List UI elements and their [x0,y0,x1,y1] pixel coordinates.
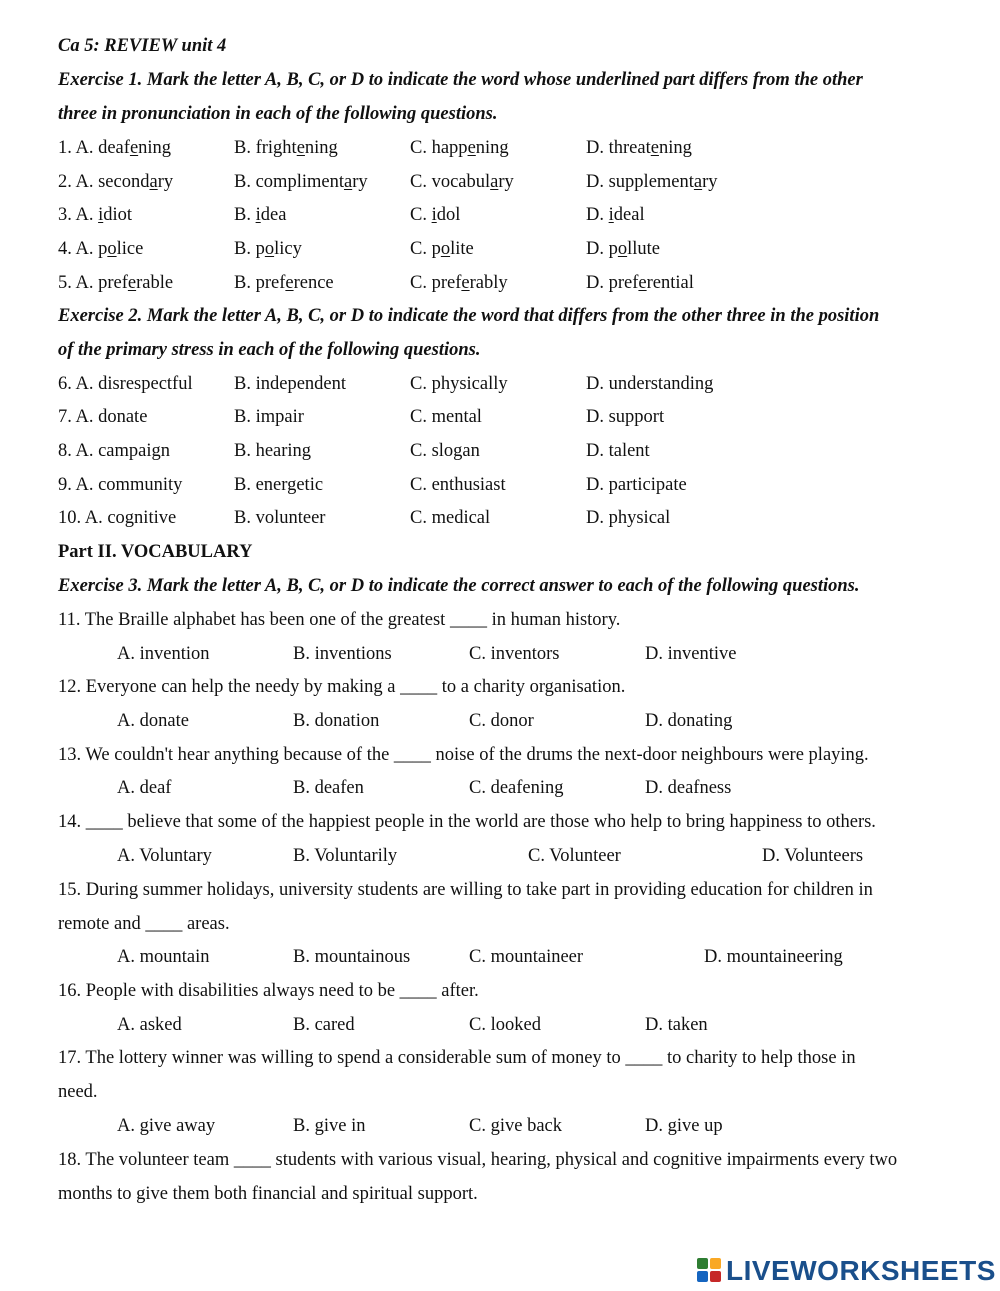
question-11-option-d[interactable]: D. inventive [645,644,737,664]
underlined-letter: o [440,239,451,259]
question-13-option-a[interactable]: A. deaf [117,778,172,798]
underlined-letter: a [693,172,703,192]
question-10-option-b[interactable]: B. volunteer [234,508,326,528]
question-3-option-b[interactable]: B. idea [234,205,287,225]
part-2-heading: Part II. VOCABULARY [58,542,253,562]
question-16-stem: 16. People with disabilities always need to be ____ after. [58,981,479,1001]
question-14-option-c[interactable]: C. Volunteer [528,846,621,866]
question-17-stem-line-1: 17. The lottery winner was willing to spend a considerable sum of money to ____ to charity to help those in [58,1048,856,1068]
underlined-letter: o [617,239,628,259]
question-1-option-a[interactable]: 1. A. deafening [58,138,172,158]
question-6-option-a[interactable]: 6. A. disrespectful [58,374,193,394]
question-15-option-d[interactable]: D. mountaineering [704,947,843,967]
question-13-option-b[interactable]: B. deafen [293,778,364,798]
underlined-letter: i [255,205,261,225]
question-10-option-d[interactable]: D. physical [586,508,671,528]
question-14-option-d[interactable]: D. Volunteers [762,846,864,866]
question-9-option-d[interactable]: D. participate [586,475,687,495]
question-9-option-a[interactable]: 9. A. community [58,475,183,495]
question-13-option-c[interactable]: C. deafening [469,778,564,798]
question-16-option-c[interactable]: C. looked [469,1015,541,1035]
liveworksheets-logo-icon [697,1258,723,1284]
question-7-option-c[interactable]: C. mental [410,407,482,427]
exercise-1-instruction-line-2: three in pronunciation in each of the following questions. [58,104,498,124]
question-12-option-c[interactable]: C. donor [469,711,534,731]
underlined-letter: e [285,273,294,293]
question-5-option-c[interactable]: C. preferably [410,273,508,293]
liveworksheets-logo-text: LIVEWORKSHEETS [726,1255,996,1286]
question-15-stem-line-2: remote and ____ areas. [58,914,230,934]
question-8-option-d[interactable]: D. talent [586,441,650,461]
question-14-stem: 14. ____ believe that some of the happiest people in the world are those who help to bring happiness to others. [58,812,876,832]
question-2-option-a[interactable]: 2. A. secondary [58,172,174,192]
underlined-letter: i [431,205,437,225]
question-9-option-b[interactable]: B. energetic [234,475,324,495]
underlined-letter: e [129,138,139,158]
question-6-option-b[interactable]: B. independent [234,374,347,394]
question-16-option-a[interactable]: A. asked [117,1015,182,1035]
question-1-option-d[interactable]: D. threatening [586,138,692,158]
exercise-3-instruction: Exercise 3. Mark the letter A, B, C, or D to indicate the correct answer to each of the following questions. [58,576,860,596]
question-3-option-c[interactable]: C. idol [410,205,461,225]
underlined-letter: i [608,205,614,225]
question-10-option-a[interactable]: 10. A. cognitive [58,508,177,528]
underlined-letter: e [467,138,476,158]
question-8-option-a[interactable]: 8. A. campaign [58,441,171,461]
question-4-option-d[interactable]: D. pollute [586,239,661,259]
underlined-letter: a [149,172,158,192]
question-12-option-d[interactable]: D. donating [645,711,733,731]
question-6-option-d[interactable]: D. understanding [586,374,714,394]
question-2-option-c[interactable]: C. vocabulary [410,172,514,192]
question-10-option-c[interactable]: C. medical [410,508,491,528]
question-11-option-c[interactable]: C. inventors [469,644,560,664]
underlined-letter: i [98,205,104,225]
question-11-option-a[interactable]: A. invention [117,644,210,664]
question-7-option-d[interactable]: D. support [586,407,665,427]
exercise-1-instruction-line-1: Exercise 1. Mark the letter A, B, C, or D to indicate the word whose underlined part differs from the other [58,70,863,90]
underlined-letter: e [638,273,647,293]
question-8-option-c[interactable]: C. slogan [410,441,480,461]
question-3-option-d[interactable]: D. ideal [586,205,645,225]
question-16-option-b[interactable]: B. cared [293,1015,355,1035]
question-1-option-c[interactable]: C. happening [410,138,509,158]
question-3-option-a[interactable]: 3. A. idiot [58,205,133,225]
underlined-letter: o [264,239,275,259]
exercise-2-instruction-line-1: Exercise 2. Mark the letter A, B, C, or D to indicate the word that differs from the other three in the position [58,306,880,326]
question-5-option-d[interactable]: D. preferential [586,273,694,293]
underlined-letter: o [107,239,117,259]
question-15-option-b[interactable]: B. mountainous [293,947,411,967]
question-11-option-b[interactable]: B. inventions [293,644,392,664]
question-17-stem-line-2: need. [58,1082,98,1102]
question-14-option-a[interactable]: A. Voluntary [117,846,212,866]
question-13-option-d[interactable]: D. deafness [645,778,732,798]
question-1-option-b[interactable]: B. frightening [234,138,338,158]
question-18-stem-line-1: 18. The volunteer team ____ students with various visual, hearing, physical and cognitive impairments every two [58,1150,898,1170]
question-8-option-b[interactable]: B. hearing [234,441,312,461]
question-13-stem: 13. We couldn't hear anything because of the ____ noise of the drums the next-door neighbours were playing. [58,745,869,765]
underlined-letter: a [343,172,353,192]
question-9-option-c[interactable]: C. enthusiast [410,475,506,495]
question-12-option-b[interactable]: B. donation [293,711,380,731]
underlined-letter: e [650,138,659,158]
question-11-stem: 11. The Braille alphabet has been one of the greatest ____ in human history. [58,610,621,630]
underlined-letter: a [490,172,499,192]
question-6-option-c[interactable]: C. physically [410,374,508,394]
question-15-stem-line-1: 15. During summer holidays, university students are willing to take part in providing education for children in [58,880,873,900]
question-4-option-c[interactable]: C. polite [410,239,474,259]
question-15-option-c[interactable]: C. mountaineer [469,947,584,967]
underlined-letter: e [461,273,470,293]
question-4-option-a[interactable]: 4. A. police [58,239,144,259]
question-2-option-d[interactable]: D. supplementary [586,172,718,192]
question-17-option-c[interactable]: C. give back [469,1116,562,1136]
question-17-option-b[interactable]: B. give in [293,1116,366,1136]
question-12-option-a[interactable]: A. donate [117,711,189,731]
question-18-stem-line-2: months to give them both financial and spiritual support. [58,1184,478,1204]
question-12-stem: 12. Everyone can help the needy by making a ____ to a charity organisation. [58,677,626,697]
underlined-letter: e [296,138,305,158]
question-5-option-b[interactable]: B. preference [234,273,334,293]
underlined-letter: e [127,273,137,293]
question-17-option-d[interactable]: D. give up [645,1116,723,1136]
question-2-option-b[interactable]: B. complimentary [234,172,368,192]
question-15-option-a[interactable]: A. mountain [117,947,210,967]
question-7-option-b[interactable]: B. impair [234,407,304,427]
liveworksheets-logo [697,1256,996,1286]
question-5-option-a[interactable]: 5. A. preferable [58,273,174,293]
exercise-2-instruction-line-2: of the primary stress in each of the following questions. [58,340,481,360]
page-title: Ca 5: REVIEW unit 4 [58,36,227,56]
question-4-option-b[interactable]: B. policy [234,239,302,259]
question-16-option-d[interactable]: D. taken [645,1015,708,1035]
question-7-option-a[interactable]: 7. A. donate [58,407,148,427]
question-17-option-a[interactable]: A. give away [117,1116,216,1136]
question-14-option-b[interactable]: B. Voluntarily [293,846,398,866]
